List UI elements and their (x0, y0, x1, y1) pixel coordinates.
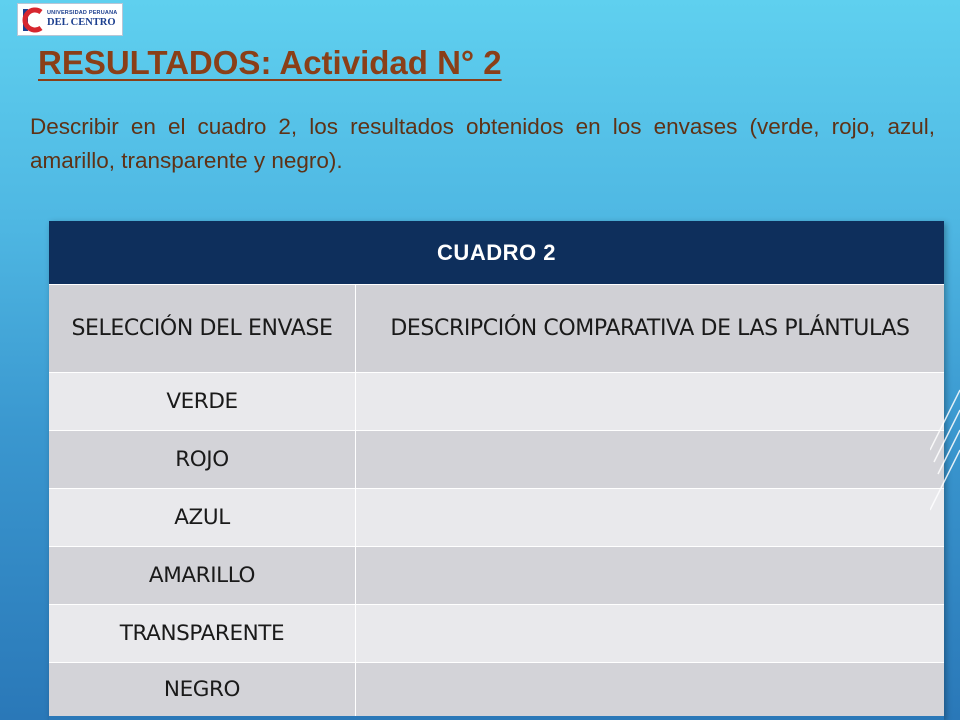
header-envase: SELECCIÓN DEL ENVASE (49, 285, 356, 373)
descripcion-cell[interactable] (356, 663, 944, 716)
envase-cell: NEGRO (49, 663, 356, 716)
table-row (49, 663, 944, 716)
decorative-lines (930, 380, 960, 520)
table-body (49, 373, 944, 716)
descripcion-cell[interactable] (356, 431, 944, 489)
envase-cell: VERDE (49, 373, 356, 431)
table-caption: CUADRO 2 (49, 221, 944, 285)
descripcion-cell[interactable] (356, 373, 944, 431)
table-row (49, 373, 944, 431)
slide-title: RESULTADOS: Actividad N° 2 (38, 44, 502, 81)
envase-cell: TRANSPARENTE (49, 605, 356, 663)
table-row (49, 431, 944, 489)
table-row (49, 489, 944, 547)
university-emblem-icon (21, 6, 45, 34)
logo-line-2: DEL CENTRO (47, 17, 116, 28)
university-logo (17, 3, 123, 36)
header-descripcion: DESCRIPCIÓN COMPARATIVA DE LAS PLÁNTULAS (356, 285, 944, 373)
logo-line-1: UNIVERSIDAD PERUANA (47, 9, 118, 16)
envase-cell: AZUL (49, 489, 356, 547)
slide-description: Describir en el cuadro 2, los resultados obtenidos en los envases (verde, rojo, azul, amarillo, transparente y negro). (30, 114, 935, 173)
descripcion-cell[interactable] (356, 489, 944, 547)
descripcion-cell[interactable] (356, 605, 944, 663)
descripcion-cell[interactable] (356, 547, 944, 605)
table-row (49, 605, 944, 663)
table-header-row (49, 285, 944, 373)
table-row (49, 547, 944, 605)
envase-cell: AMARILLO (49, 547, 356, 605)
envase-cell: ROJO (49, 431, 356, 489)
results-table (49, 221, 944, 720)
